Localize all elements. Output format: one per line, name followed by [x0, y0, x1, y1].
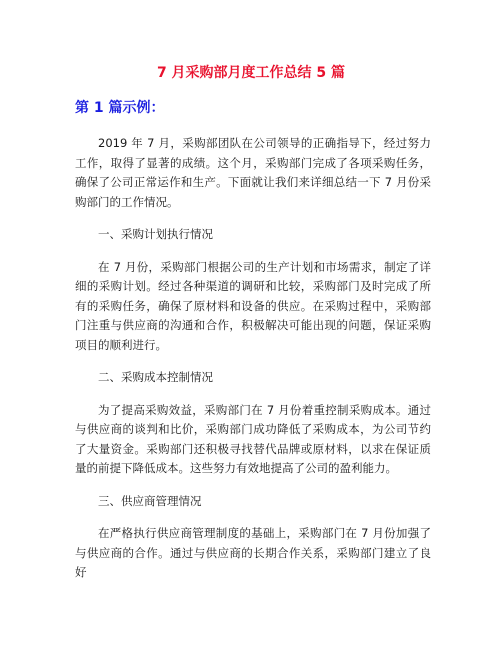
- heading-supplier-management: 三、供应商管理情况: [98, 493, 202, 508]
- paragraph-purchase-plan: 在 7 月份，采购部门根据公司的生产计划和市场需求，制定了详细的采购计划。经过各种渠道的调研和比较，采购部门及时完成了所有的采购任务，确保了原材料和设备的供应。在采购过程中，采购部门注重与供应商的沟通和合作，积极解决可能出现的问题，保证采购项目的顺利进行。: [75, 259, 431, 352]
- heading-purchase-plan: 一、采购计划执行情况: [98, 227, 213, 241]
- document-body: [75, 134, 431, 596]
- paragraph-supplier-management: 在严格执行供应商管理制度的基础上，采购部门在 7 月份加强了与供应商的合作。通过与供应商的长期合作关系，采购部门建立了良好: [75, 526, 431, 579]
- paragraph-intro: 2019 年 7 月，采购部团队在公司领导的正确指导下，经过努力工作，取得了显著的成绩。这个月，采购部门完成了各项采购任务，确保了公司正常运作和生产。下面就让我们来详细总结一下 7 月份采购部门的工作情况。: [75, 136, 431, 209]
- heading-cost-control: 二、采购成本控制情况: [98, 370, 213, 384]
- section-title: 第 1 篇示例：: [75, 100, 165, 116]
- paragraph-cost-control: 为了提高采购效益，采购部门在 7 月份着重控制采购成本。通过与供应商的谈判和比价，采购部门成功降低了采购成本，为公司节约了大量资金。采购部门还积极寻找替代品牌或原材料，以求在保证质量的前提下降低成本。这些努力有效地提高了公司的盈利能力。: [75, 402, 431, 475]
- document-title: 7 月采购部月度工作总结 5 篇: [156, 65, 346, 81]
